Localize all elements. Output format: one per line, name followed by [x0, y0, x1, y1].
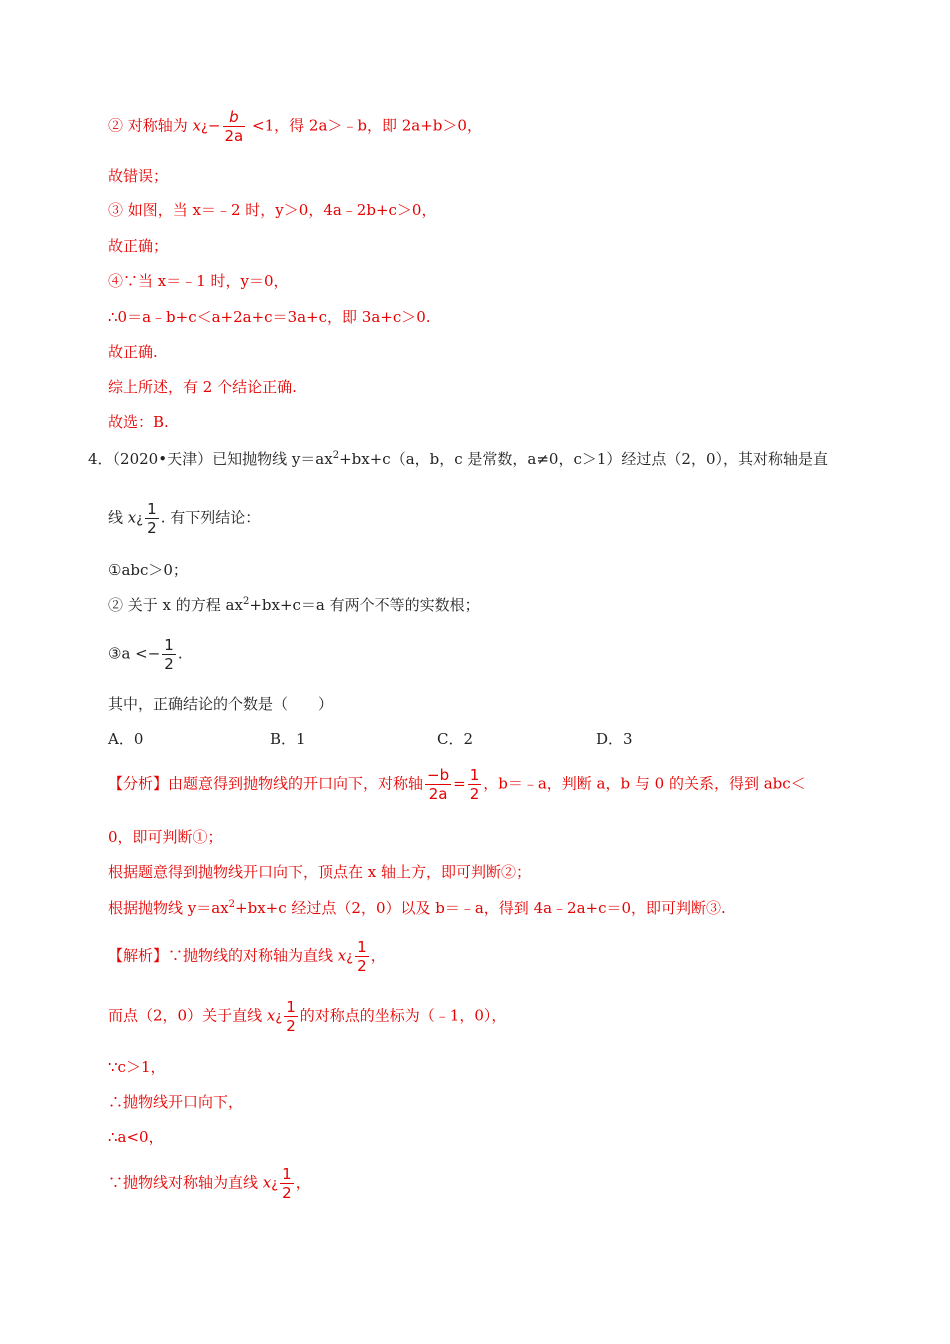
text-segment: +bx+c（a，b，c 是常数，a≠0，c＞1）经过点（2，0），其对称轴是直	[339, 450, 828, 468]
math-var: x	[192, 116, 202, 135]
fraction-numerator: b	[229, 108, 239, 126]
conclusion-1: ①abc＞0；	[108, 561, 188, 579]
text-segment: 【分析】由题意得到抛物线的开口向下，对称轴	[108, 774, 424, 793]
fraction-numerator: 1	[357, 938, 367, 956]
text-segment: 而点（2，0）关于直线	[108, 1006, 267, 1025]
text-segment: .	[177, 644, 183, 663]
solution-line: 综上所述，有 2 个结论正确.	[108, 378, 297, 396]
analysis-line-4	[108, 898, 726, 918]
solution-line: 故错误；	[108, 167, 169, 185]
fraction-denominator: 2a	[224, 127, 244, 145]
fraction-denominator: 2	[469, 785, 480, 803]
text-segment: ② 对称轴为	[108, 116, 193, 135]
fraction	[425, 766, 451, 803]
superscript: 2	[228, 899, 236, 910]
text-segment: +bx+c＝a 有两个不等的实数根；	[249, 596, 480, 614]
question-number: 4．	[88, 450, 113, 468]
fraction-denominator: 2	[164, 655, 174, 673]
fraction-denominator: 2	[286, 1017, 296, 1035]
option-d: D．3	[596, 730, 633, 748]
solution-line: ∴0＝a﹣b+c＜a+2a+c＝3a+c，即 3a+c＞0.	[108, 308, 431, 326]
conclusion-2	[108, 595, 480, 615]
question-stem-line2	[108, 500, 260, 537]
fraction-denominator: 2a	[425, 784, 451, 803]
minus-sign: −	[207, 116, 221, 135]
text-segment: ∵抛物线对称轴为直线	[108, 1173, 263, 1192]
text-segment: 【解析】∵抛物线的对称轴为直线	[108, 946, 338, 965]
garbled-glyph: ¿	[201, 119, 208, 135]
solution-step-5: ∴a<0，	[108, 1128, 164, 1146]
solution-step-3: ∵c＞1，	[108, 1058, 166, 1076]
answer-choice-line: 故选：B.	[108, 413, 169, 431]
fraction-numerator: −b	[427, 766, 450, 784]
fraction-denominator: 2	[282, 1184, 292, 1202]
text-segment: . 有下列结论：	[160, 508, 261, 527]
solution-step-2	[108, 998, 506, 1035]
solution-line: ④∵当 x＝﹣1 时，y＝0，	[108, 272, 289, 290]
garbled-glyph: ¿	[271, 1176, 279, 1192]
text-segment: ，	[295, 1173, 311, 1192]
math-var: x	[127, 508, 137, 527]
equals-sign: =	[453, 774, 466, 793]
fraction	[145, 500, 159, 537]
text-segment: ③a <−	[108, 644, 161, 663]
superscript: 2	[242, 596, 250, 607]
solution-line: 故正确；	[108, 237, 169, 255]
conclusion-3	[108, 636, 183, 673]
fraction-denominator: 2	[357, 957, 367, 975]
fraction-numerator: 1	[147, 500, 157, 518]
text-segment: 根据抛物线 y＝ax	[108, 899, 229, 917]
question-stem	[88, 449, 828, 469]
text-segment: ，b＝﹣a，判断 a，b 与 0 的关系，得到 abc＜	[483, 774, 806, 793]
fraction	[280, 1165, 294, 1202]
garbled-glyph: ¿	[346, 949, 354, 965]
solution-step-4: ∴抛物线开口向下，	[108, 1093, 244, 1111]
math-var: x	[337, 946, 347, 965]
question-ask: 其中，正确结论的个数是（ ）	[108, 695, 334, 713]
solution-line-axis	[108, 108, 482, 145]
garbled-glyph: ¿	[275, 1009, 283, 1025]
fraction-numerator: 1	[469, 766, 480, 784]
fraction	[162, 636, 176, 673]
math-var: x	[266, 1006, 276, 1025]
fraction-numerator: 1	[164, 636, 174, 654]
solution-step-6	[108, 1165, 311, 1202]
math-var: x	[262, 1173, 272, 1192]
text-segment: <1，得 2a＞﹣b，即 2a+b＞0，	[247, 116, 482, 135]
fraction-numerator: 1	[286, 998, 296, 1016]
solution-step-1	[108, 938, 386, 975]
text-segment: 的对称点的坐标为（﹣1，0），	[299, 1006, 507, 1025]
fraction	[355, 938, 369, 975]
fraction-numerator: 1	[282, 1165, 292, 1183]
text-segment: （2020•天津）已知抛物线 y＝ax	[112, 450, 333, 468]
garbled-glyph: ¿	[136, 511, 144, 527]
fraction-denominator: 2	[147, 519, 157, 537]
text-segment: 线	[108, 508, 128, 527]
solution-line: ③ 如图，当 x＝﹣2 时，y＞0，4a﹣2b+c＞0，	[108, 201, 437, 219]
superscript: 2	[332, 450, 340, 461]
text-segment: ② 关于 x 的方程 ax	[108, 596, 243, 614]
text-segment: +bx+c 经过点（2，0）以及 b＝﹣a，得到 4a﹣2a+c＝0，即可判断③.	[235, 899, 726, 917]
option-c: C．2	[437, 730, 474, 748]
fraction	[223, 108, 246, 145]
option-b: B．1	[270, 730, 306, 748]
fraction	[284, 998, 298, 1035]
analysis-line-3: 根据题意得到抛物线开口向下，顶点在 x 轴上方，即可判断②；	[108, 863, 531, 881]
option-a: A．0	[108, 730, 144, 748]
analysis-line-2: 0，即可判断①；	[108, 828, 223, 846]
solution-line: 故正确.	[108, 343, 158, 361]
analysis-line-1	[108, 766, 806, 803]
text-segment: ，	[370, 946, 386, 965]
fraction	[468, 766, 482, 803]
